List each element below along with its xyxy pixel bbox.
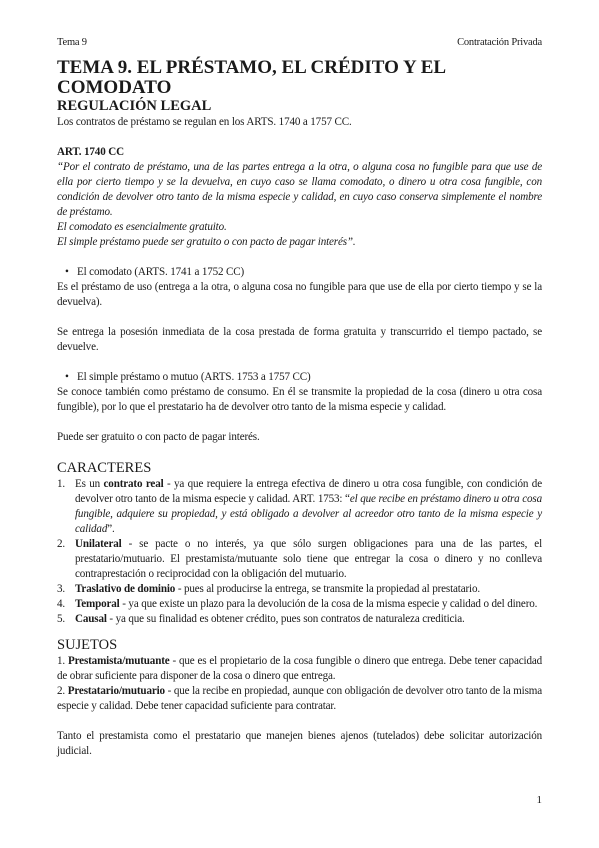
item-body bbox=[75, 477, 542, 537]
sujetos-heading: SUJETOS bbox=[57, 637, 118, 653]
item-number: 1. bbox=[57, 655, 66, 667]
item-text: - pues al producirse la entrega, se transmite la propiedad al prestatario. bbox=[175, 583, 481, 595]
caracteres-item bbox=[57, 537, 542, 582]
item-text: - ya que su finalidad es obtener crédito, pues son contratos de naturaleza crediticia. bbox=[106, 613, 465, 625]
regulacion-text: Los contratos de préstamo se regulan en los ARTS. 1740 a 1757 CC. bbox=[57, 116, 352, 128]
caracteres-item bbox=[57, 582, 542, 597]
item-suffix: ”. bbox=[107, 523, 115, 535]
comodato-bullet-text: El comodato (ARTS. 1741 a 1752 CC) bbox=[77, 266, 245, 278]
header-right: Contratación Privada bbox=[457, 37, 542, 48]
item-quote: el que recibe en préstamo dinero u otra cosa fungible, adquiere su propiedad, y está obligado a devolver al acreedor otro tanto de la misma especie y calidad bbox=[75, 493, 542, 535]
page-number: 1 bbox=[536, 794, 542, 806]
item-term: contrato real bbox=[103, 478, 164, 490]
item-text: - ya que existe un plazo para la devolución de la cosa de la misma especie y calidad o del dinero. bbox=[119, 598, 538, 610]
mutuo-paragraph-1: Se conoce también como préstamo de consumo. En él se transmite la propiedad de la cosa (dinero u otra cosa fungible), por lo que el prestatario ha de devolver otro tanto de la misma especie y calidad. bbox=[57, 386, 542, 413]
item-number: 1. bbox=[57, 478, 66, 490]
caracteres-list bbox=[57, 477, 542, 627]
mutuo-bullet bbox=[57, 370, 542, 385]
item-prefix: Es un bbox=[75, 478, 104, 490]
item-text: - que es el propietario de la cosa fungible o dinero que entrega. Debe tener capacidad de obrar suficiente para disponer de la cosa o dinero que entrega. bbox=[57, 655, 543, 682]
sujetos-item bbox=[57, 684, 542, 714]
caracteres-heading: CARACTERES bbox=[57, 460, 152, 476]
item-text: - se pacte o no interés, ya que sólo surgen obligaciones para una de las partes, el prestatario/mutuario. El prestamista/mutuante solo tiene que entregar la cosa o dinero y no conlleva contraprestación o reciprocidad con la obligación del mutuario. bbox=[75, 538, 542, 580]
mutuo-paragraph-2: Puede ser gratuito o con pacto de pagar interés. bbox=[57, 431, 260, 443]
comodato-paragraph-2: Se entrega la posesión inmediata de la cosa prestada de forma gratuita y transcurrido el tiempo pactado, se devuelve. bbox=[57, 326, 542, 353]
item-term: Prestatario/mutuario bbox=[67, 685, 165, 697]
caracteres-item bbox=[57, 597, 542, 612]
item-number: 5. bbox=[57, 613, 66, 625]
header-left: Tema 9 bbox=[57, 37, 87, 48]
caracteres-item bbox=[57, 612, 542, 627]
item-term: Temporal bbox=[75, 598, 120, 610]
item-body bbox=[75, 537, 542, 582]
mutuo-bullet-text: El simple préstamo o mutuo (ARTS. 1753 a 1757 CC) bbox=[77, 371, 311, 383]
bullet-icon: • bbox=[65, 266, 69, 278]
item-text: - ya que requiere la entrega efectiva de dinero u otra cosa fungible, con condición de devolver otro tanto de la misma especie y calidad. ART. 1753: “ bbox=[75, 478, 542, 505]
item-term: Unilateral bbox=[75, 538, 122, 550]
item-body bbox=[75, 582, 542, 597]
item-number: 4. bbox=[57, 598, 66, 610]
page-content bbox=[57, 58, 542, 759]
item-term: Causal bbox=[75, 613, 107, 625]
item-number: 2. bbox=[57, 685, 66, 697]
art1740-heading: ART. 1740 CC bbox=[57, 146, 124, 158]
sujetos-closing: Tanto el prestamista como el prestatario que manejen bienes ajenos (tutelados) debe solicitar autorización judicial. bbox=[57, 730, 542, 757]
caracteres-item bbox=[57, 477, 542, 537]
item-term: Traslativo de dominio bbox=[75, 583, 176, 595]
item-body bbox=[75, 597, 542, 612]
comodato-bullet bbox=[57, 265, 542, 280]
page-title: TEMA 9. EL PRÉSTAMO, EL CRÉDITO Y EL COMODATO bbox=[57, 57, 446, 98]
item-text: - que la recibe en propiedad, aunque con obligación de devolver otro tanto de la misma especie y calidad. Debe tener capacidad suficiente para contratar. bbox=[57, 685, 542, 712]
item-number: 3. bbox=[57, 583, 66, 595]
art1740-quote-1: “Por el contrato de préstamo, una de las partes entrega a la otra, o alguna cosa no fungible para que use de ella por cierto tiempo y se la devuelva, en cuyo caso se llama comodato, o dinero u otra cosa fungible, con condición de devolver otro tanto de la misma especie y calidad, en cuyo caso conserva simplemente el nombre de préstamo. bbox=[57, 161, 542, 218]
page-header bbox=[57, 37, 542, 51]
sujetos-item bbox=[57, 654, 542, 684]
art1740-quote-2: El comodato es esencialmente gratuito. bbox=[57, 221, 227, 233]
item-number: 2. bbox=[57, 538, 66, 550]
art1740-quote-3: El simple préstamo puede ser gratuito o con pacto de pagar interés”. bbox=[57, 236, 356, 248]
regulacion-heading: REGULACIÓN LEGAL bbox=[57, 98, 212, 114]
item-term: Prestamista/mutuante bbox=[67, 655, 170, 667]
bullet-icon: • bbox=[65, 371, 69, 383]
comodato-paragraph-1: Es el préstamo de uso (entrega a la otra, o alguna cosa no fungible para que use de ella por cierto tiempo y se la devuelva). bbox=[57, 281, 542, 308]
item-body bbox=[75, 612, 542, 627]
